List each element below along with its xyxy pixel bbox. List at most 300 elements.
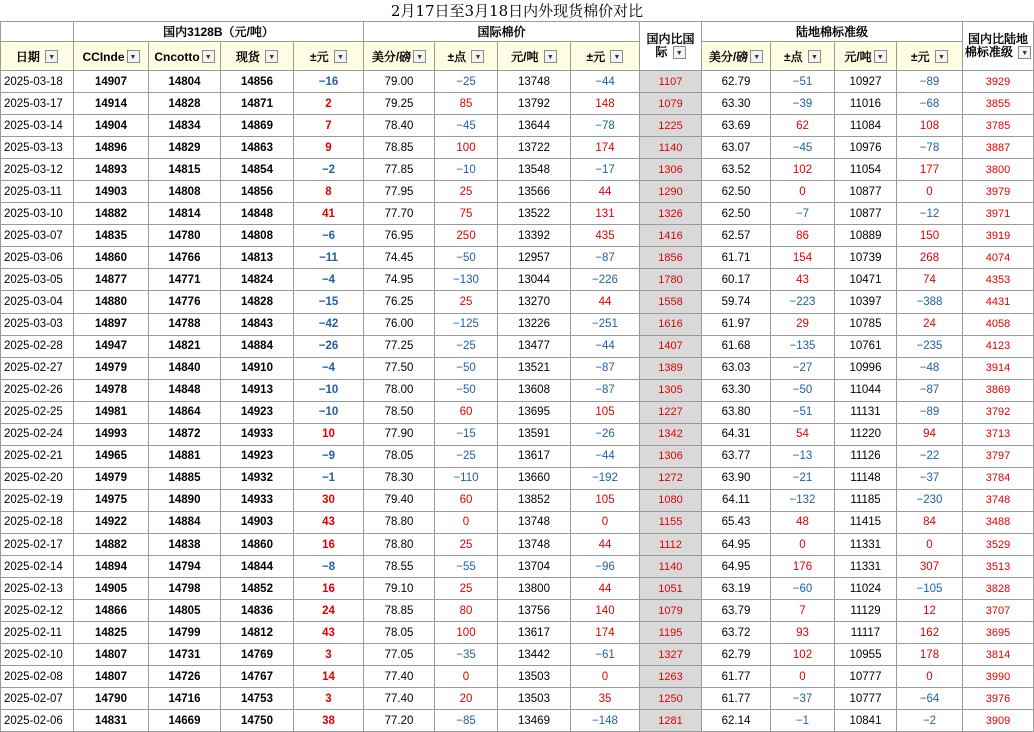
cell-intl-change[interactable]: 44 xyxy=(571,181,640,203)
cell-date[interactable]: 2025-02-13 xyxy=(1,578,74,600)
cell-compare-intl[interactable]: 1856 xyxy=(640,247,702,269)
cell-intl-cents[interactable]: 76.00 xyxy=(364,313,435,335)
cell-intl-change[interactable]: −148 xyxy=(571,710,640,732)
cell-spot-change[interactable]: 7 xyxy=(294,115,364,137)
cell-compare-land[interactable]: 3990 xyxy=(963,666,1034,688)
cell-land-points[interactable]: −60 xyxy=(771,578,835,600)
cell-compare-land[interactable]: 4074 xyxy=(963,247,1034,269)
cell-ccindex[interactable]: 14835 xyxy=(74,225,149,247)
cell-land-yuan[interactable]: 11016 xyxy=(835,93,897,115)
cell-intl-points[interactable]: −35 xyxy=(435,644,498,666)
cell-land-cents[interactable]: 64.95 xyxy=(702,533,771,555)
cell-spot[interactable]: 14869 xyxy=(221,115,294,137)
cell-spot-change[interactable]: −8 xyxy=(294,556,364,578)
cell-land-change[interactable]: −64 xyxy=(897,688,963,710)
cell-spot-change[interactable]: 38 xyxy=(294,710,364,732)
cell-intl-cents[interactable]: 77.95 xyxy=(364,181,435,203)
cell-intl-yuan[interactable]: 13469 xyxy=(498,710,571,732)
cell-intl-yuan[interactable]: 13442 xyxy=(498,644,571,666)
cell-land-yuan[interactable]: 11185 xyxy=(835,489,897,511)
cell-intl-cents[interactable]: 78.55 xyxy=(364,556,435,578)
cell-intl-cents[interactable]: 77.85 xyxy=(364,159,435,181)
cell-intl-yuan[interactable]: 13660 xyxy=(498,467,571,489)
cell-land-points[interactable]: −223 xyxy=(771,291,835,313)
cell-cncotton[interactable]: 14814 xyxy=(149,203,221,225)
cell-spot[interactable]: 14933 xyxy=(221,489,294,511)
cell-intl-change[interactable]: −192 xyxy=(571,467,640,489)
header-spot-change[interactable]: ±元 ▼ xyxy=(294,42,364,71)
cell-intl-change[interactable]: 131 xyxy=(571,203,640,225)
cell-spot-change[interactable]: 2 xyxy=(294,93,364,115)
cell-intl-points[interactable]: 25 xyxy=(435,291,498,313)
header-intl-yuan[interactable]: 元/吨 ▼ xyxy=(498,42,571,71)
cell-compare-land[interactable]: 3929 xyxy=(963,71,1034,93)
cell-spot[interactable]: 14910 xyxy=(221,357,294,379)
cell-land-points[interactable]: −27 xyxy=(771,357,835,379)
cell-compare-intl[interactable]: 1407 xyxy=(640,335,702,357)
cell-intl-points[interactable]: −25 xyxy=(435,71,498,93)
cell-intl-yuan[interactable]: 13852 xyxy=(498,489,571,511)
cell-compare-intl[interactable]: 1051 xyxy=(640,578,702,600)
header-land-points[interactable]: ±点 ▼ xyxy=(771,42,835,71)
cell-date[interactable]: 2025-03-13 xyxy=(1,137,74,159)
cell-land-cents[interactable]: 63.07 xyxy=(702,137,771,159)
cell-land-cents[interactable]: 62.57 xyxy=(702,225,771,247)
cell-spot-change[interactable]: 8 xyxy=(294,181,364,203)
cell-date[interactable]: 2025-02-12 xyxy=(1,600,74,622)
cell-ccindex[interactable]: 14877 xyxy=(74,269,149,291)
cell-ccindex[interactable]: 14807 xyxy=(74,644,149,666)
cell-intl-cents[interactable]: 77.05 xyxy=(364,644,435,666)
cell-land-yuan[interactable]: 11129 xyxy=(835,600,897,622)
cell-intl-yuan[interactable]: 13477 xyxy=(498,335,571,357)
cell-intl-points[interactable]: −110 xyxy=(435,467,498,489)
cell-land-points[interactable]: 43 xyxy=(771,269,835,291)
cell-intl-change[interactable]: 148 xyxy=(571,93,640,115)
cell-compare-land[interactable]: 3797 xyxy=(963,445,1034,467)
header-land-cents[interactable]: 美分/磅 ▼ xyxy=(702,42,771,71)
cell-land-yuan[interactable]: 10927 xyxy=(835,71,897,93)
cell-land-change[interactable]: −89 xyxy=(897,401,963,423)
cell-land-change[interactable]: −105 xyxy=(897,578,963,600)
cell-intl-points[interactable]: −50 xyxy=(435,379,498,401)
cell-intl-change[interactable]: 105 xyxy=(571,401,640,423)
cell-spot[interactable]: 14844 xyxy=(221,556,294,578)
cell-compare-intl[interactable]: 1227 xyxy=(640,401,702,423)
cell-compare-intl[interactable]: 1080 xyxy=(640,489,702,511)
cell-land-change[interactable]: −22 xyxy=(897,445,963,467)
cell-intl-cents[interactable]: 78.50 xyxy=(364,401,435,423)
cell-date[interactable]: 2025-02-27 xyxy=(1,357,74,379)
cell-land-change[interactable]: −89 xyxy=(897,71,963,93)
cell-cncotton[interactable]: 14726 xyxy=(149,666,221,688)
filter-dropdown-icon[interactable]: ▼ xyxy=(45,50,58,63)
cell-compare-land[interactable]: 3800 xyxy=(963,159,1034,181)
cell-intl-points[interactable]: 100 xyxy=(435,622,498,644)
cell-land-cents[interactable]: 62.50 xyxy=(702,181,771,203)
cell-intl-points[interactable]: −45 xyxy=(435,115,498,137)
cell-land-cents[interactable]: 63.52 xyxy=(702,159,771,181)
cell-land-points[interactable]: −50 xyxy=(771,379,835,401)
cell-date[interactable]: 2025-02-17 xyxy=(1,533,74,555)
cell-intl-points[interactable]: 250 xyxy=(435,225,498,247)
cell-land-yuan[interactable]: 11117 xyxy=(835,622,897,644)
cell-spot[interactable]: 14860 xyxy=(221,533,294,555)
cell-compare-land[interactable]: 3914 xyxy=(963,357,1034,379)
cell-ccindex[interactable]: 14914 xyxy=(74,93,149,115)
cell-intl-yuan[interactable]: 13704 xyxy=(498,556,571,578)
cell-compare-intl[interactable]: 1327 xyxy=(640,644,702,666)
cell-intl-cents[interactable]: 77.20 xyxy=(364,710,435,732)
cell-date[interactable]: 2025-02-07 xyxy=(1,688,74,710)
cell-compare-intl[interactable]: 1250 xyxy=(640,688,702,710)
cell-compare-land[interactable]: 3909 xyxy=(963,710,1034,732)
cell-compare-intl[interactable]: 1195 xyxy=(640,622,702,644)
cell-compare-intl[interactable]: 1079 xyxy=(640,600,702,622)
cell-land-cents[interactable]: 63.30 xyxy=(702,93,771,115)
cell-cncotton[interactable]: 14840 xyxy=(149,357,221,379)
filter-dropdown-icon[interactable]: ▼ xyxy=(874,50,887,63)
cell-intl-change[interactable]: 35 xyxy=(571,688,640,710)
cell-land-cents[interactable]: 63.79 xyxy=(702,600,771,622)
cell-spot[interactable]: 14913 xyxy=(221,379,294,401)
cell-land-yuan[interactable]: 10877 xyxy=(835,181,897,203)
cell-date[interactable]: 2025-02-10 xyxy=(1,644,74,666)
cell-compare-land[interactable]: 3529 xyxy=(963,533,1034,555)
cell-land-yuan[interactable]: 10761 xyxy=(835,335,897,357)
cell-land-cents[interactable]: 63.80 xyxy=(702,401,771,423)
cell-spot[interactable]: 14808 xyxy=(221,225,294,247)
cell-ccindex[interactable]: 14979 xyxy=(74,357,149,379)
cell-compare-land[interactable]: 3887 xyxy=(963,137,1034,159)
cell-land-yuan[interactable]: 10739 xyxy=(835,247,897,269)
cell-land-change[interactable]: 12 xyxy=(897,600,963,622)
cell-intl-change[interactable]: −226 xyxy=(571,269,640,291)
cell-cncotton[interactable]: 14881 xyxy=(149,445,221,467)
cell-cncotton[interactable]: 14834 xyxy=(149,115,221,137)
cell-compare-intl[interactable]: 1290 xyxy=(640,181,702,203)
cell-intl-cents[interactable]: 78.85 xyxy=(364,137,435,159)
cell-land-yuan[interactable]: 10955 xyxy=(835,644,897,666)
cell-intl-change[interactable]: 0 xyxy=(571,666,640,688)
cell-intl-yuan[interactable]: 13792 xyxy=(498,93,571,115)
cell-compare-intl[interactable]: 1616 xyxy=(640,313,702,335)
cell-intl-yuan[interactable]: 13548 xyxy=(498,159,571,181)
cell-spot-change[interactable]: −15 xyxy=(294,291,364,313)
cell-ccindex[interactable]: 14825 xyxy=(74,622,149,644)
cell-date[interactable]: 2025-03-14 xyxy=(1,115,74,137)
cell-land-yuan[interactable]: 10996 xyxy=(835,357,897,379)
cell-land-change[interactable]: 0 xyxy=(897,533,963,555)
cell-ccindex[interactable]: 14894 xyxy=(74,556,149,578)
cell-date[interactable]: 2025-02-26 xyxy=(1,379,74,401)
cell-intl-yuan[interactable]: 13503 xyxy=(498,666,571,688)
cell-intl-change[interactable]: −44 xyxy=(571,71,640,93)
cell-land-points[interactable]: −45 xyxy=(771,137,835,159)
cell-land-change[interactable]: 178 xyxy=(897,644,963,666)
cell-intl-cents[interactable]: 77.40 xyxy=(364,688,435,710)
cell-land-cents[interactable]: 61.77 xyxy=(702,688,771,710)
header-compare-intl[interactable]: 国内比国 际 ▼ xyxy=(640,22,702,71)
cell-intl-yuan[interactable]: 13522 xyxy=(498,203,571,225)
header-intl-cents[interactable]: 美分/磅 ▼ xyxy=(364,42,435,71)
cell-ccindex[interactable]: 14905 xyxy=(74,578,149,600)
cell-ccindex[interactable]: 14790 xyxy=(74,688,149,710)
cell-cncotton[interactable]: 14794 xyxy=(149,556,221,578)
header-cncotton[interactable]: Cncotto ▼ xyxy=(149,42,221,71)
cell-intl-change[interactable]: 44 xyxy=(571,578,640,600)
cell-land-points[interactable]: −7 xyxy=(771,203,835,225)
cell-land-cents[interactable]: 62.79 xyxy=(702,644,771,666)
cell-intl-points[interactable]: 20 xyxy=(435,688,498,710)
cell-land-yuan[interactable]: 10877 xyxy=(835,203,897,225)
cell-spot-change[interactable]: 9 xyxy=(294,137,364,159)
filter-dropdown-icon[interactable]: ▼ xyxy=(1018,46,1031,59)
cell-intl-yuan[interactable]: 13617 xyxy=(498,622,571,644)
cell-intl-cents[interactable]: 78.40 xyxy=(364,115,435,137)
cell-cncotton[interactable]: 14805 xyxy=(149,600,221,622)
cell-spot-change[interactable]: 43 xyxy=(294,622,364,644)
filter-dropdown-icon[interactable]: ▼ xyxy=(610,50,623,63)
cell-intl-yuan[interactable]: 13270 xyxy=(498,291,571,313)
cell-cncotton[interactable]: 14884 xyxy=(149,511,221,533)
cell-intl-cents[interactable]: 74.45 xyxy=(364,247,435,269)
cell-land-change[interactable]: −87 xyxy=(897,379,963,401)
cell-land-points[interactable]: 0 xyxy=(771,181,835,203)
cell-spot[interactable]: 14923 xyxy=(221,445,294,467)
cell-intl-cents[interactable]: 74.95 xyxy=(364,269,435,291)
cell-cncotton[interactable]: 14848 xyxy=(149,379,221,401)
cell-cncotton[interactable]: 14829 xyxy=(149,137,221,159)
cell-land-change[interactable]: 84 xyxy=(897,511,963,533)
cell-compare-intl[interactable]: 1272 xyxy=(640,467,702,489)
cell-intl-yuan[interactable]: 13748 xyxy=(498,533,571,555)
cell-cncotton[interactable]: 14864 xyxy=(149,401,221,423)
cell-spot-change[interactable]: 16 xyxy=(294,533,364,555)
filter-dropdown-icon[interactable]: ▼ xyxy=(334,50,347,63)
cell-date[interactable]: 2025-02-06 xyxy=(1,710,74,732)
cell-ccindex[interactable]: 14947 xyxy=(74,335,149,357)
cell-intl-change[interactable]: −44 xyxy=(571,335,640,357)
filter-dropdown-icon[interactable]: ▼ xyxy=(673,46,686,59)
cell-spot[interactable]: 14813 xyxy=(221,247,294,269)
cell-compare-intl[interactable]: 1305 xyxy=(640,379,702,401)
cell-ccindex[interactable]: 14979 xyxy=(74,467,149,489)
cell-land-cents[interactable]: 63.77 xyxy=(702,445,771,467)
cell-intl-points[interactable]: 25 xyxy=(435,181,498,203)
cell-ccindex[interactable]: 14993 xyxy=(74,423,149,445)
cell-land-change[interactable]: 177 xyxy=(897,159,963,181)
cell-spot-change[interactable]: 16 xyxy=(294,578,364,600)
header-compare-land[interactable]: 国内比陆地 棉标准级 ▼ xyxy=(963,22,1034,71)
cell-compare-intl[interactable]: 1140 xyxy=(640,556,702,578)
cell-cncotton[interactable]: 14776 xyxy=(149,291,221,313)
cell-intl-cents[interactable]: 78.80 xyxy=(364,533,435,555)
cell-land-change[interactable]: −12 xyxy=(897,203,963,225)
cell-intl-change[interactable]: −96 xyxy=(571,556,640,578)
cell-land-yuan[interactable]: 10777 xyxy=(835,688,897,710)
cell-land-yuan[interactable]: 10777 xyxy=(835,666,897,688)
cell-date[interactable]: 2025-02-21 xyxy=(1,445,74,467)
cell-compare-land[interactable]: 3828 xyxy=(963,578,1034,600)
cell-spot-change[interactable]: −4 xyxy=(294,357,364,379)
cell-compare-land[interactable]: 3707 xyxy=(963,600,1034,622)
cell-intl-change[interactable]: −78 xyxy=(571,115,640,137)
cell-land-change[interactable]: 0 xyxy=(897,181,963,203)
cell-land-yuan[interactable]: 11331 xyxy=(835,533,897,555)
cell-spot[interactable]: 14753 xyxy=(221,688,294,710)
cell-ccindex[interactable]: 14807 xyxy=(74,666,149,688)
cell-intl-cents[interactable]: 76.95 xyxy=(364,225,435,247)
cell-land-points[interactable]: −51 xyxy=(771,401,835,423)
cell-intl-change[interactable]: −251 xyxy=(571,313,640,335)
cell-spot-change[interactable]: −26 xyxy=(294,335,364,357)
cell-intl-points[interactable]: −50 xyxy=(435,247,498,269)
cell-land-yuan[interactable]: 11331 xyxy=(835,556,897,578)
cell-ccindex[interactable]: 14866 xyxy=(74,600,149,622)
cell-intl-yuan[interactable]: 13226 xyxy=(498,313,571,335)
cell-land-cents[interactable]: 65.43 xyxy=(702,511,771,533)
cell-spot-change[interactable]: −6 xyxy=(294,225,364,247)
header-spot[interactable]: 现货 ▼ xyxy=(221,42,294,71)
cell-intl-change[interactable]: 44 xyxy=(571,533,640,555)
cell-land-points[interactable]: 102 xyxy=(771,159,835,181)
cell-land-yuan[interactable]: 10785 xyxy=(835,313,897,335)
cell-spot[interactable]: 14836 xyxy=(221,600,294,622)
filter-dropdown-icon[interactable]: ▼ xyxy=(202,50,215,63)
cell-intl-points[interactable]: 0 xyxy=(435,666,498,688)
cell-compare-land[interactable]: 3971 xyxy=(963,203,1034,225)
cell-spot[interactable]: 14828 xyxy=(221,291,294,313)
cell-intl-change[interactable]: −87 xyxy=(571,357,640,379)
cell-intl-change[interactable]: −87 xyxy=(571,247,640,269)
cell-intl-change[interactable]: 174 xyxy=(571,137,640,159)
cell-land-points[interactable]: −1 xyxy=(771,710,835,732)
cell-compare-land[interactable]: 3855 xyxy=(963,93,1034,115)
cell-date[interactable]: 2025-02-08 xyxy=(1,666,74,688)
filter-dropdown-icon[interactable]: ▼ xyxy=(544,50,557,63)
cell-land-yuan[interactable]: 11131 xyxy=(835,401,897,423)
cell-land-points[interactable]: −39 xyxy=(771,93,835,115)
cell-land-points[interactable]: 29 xyxy=(771,313,835,335)
cell-intl-points[interactable]: 80 xyxy=(435,600,498,622)
cell-intl-yuan[interactable]: 13591 xyxy=(498,423,571,445)
cell-land-cents[interactable]: 64.31 xyxy=(702,423,771,445)
cell-compare-land[interactable]: 3869 xyxy=(963,379,1034,401)
cell-compare-intl[interactable]: 1780 xyxy=(640,269,702,291)
cell-spot[interactable]: 14848 xyxy=(221,203,294,225)
cell-intl-yuan[interactable]: 13617 xyxy=(498,445,571,467)
cell-intl-points[interactable]: 60 xyxy=(435,489,498,511)
cell-land-yuan[interactable]: 10471 xyxy=(835,269,897,291)
cell-land-change[interactable]: 108 xyxy=(897,115,963,137)
cell-land-cents[interactable]: 63.72 xyxy=(702,622,771,644)
cell-land-points[interactable]: −51 xyxy=(771,71,835,93)
cell-intl-change[interactable]: 105 xyxy=(571,489,640,511)
cell-intl-yuan[interactable]: 13748 xyxy=(498,511,571,533)
cell-intl-cents[interactable]: 78.05 xyxy=(364,622,435,644)
cell-land-cents[interactable]: 63.03 xyxy=(702,357,771,379)
cell-intl-cents[interactable]: 78.85 xyxy=(364,600,435,622)
cell-ccindex[interactable]: 14882 xyxy=(74,533,149,555)
cell-spot[interactable]: 14750 xyxy=(221,710,294,732)
cell-land-change[interactable]: 162 xyxy=(897,622,963,644)
cell-ccindex[interactable]: 14893 xyxy=(74,159,149,181)
cell-spot[interactable]: 14854 xyxy=(221,159,294,181)
cell-ccindex[interactable]: 14831 xyxy=(74,710,149,732)
cell-intl-change[interactable]: 140 xyxy=(571,600,640,622)
cell-land-cents[interactable]: 63.19 xyxy=(702,578,771,600)
cell-intl-points[interactable]: 25 xyxy=(435,533,498,555)
cell-intl-change[interactable]: 174 xyxy=(571,622,640,644)
cell-date[interactable]: 2025-03-07 xyxy=(1,225,74,247)
cell-compare-intl[interactable]: 1306 xyxy=(640,159,702,181)
cell-intl-yuan[interactable]: 13800 xyxy=(498,578,571,600)
cell-ccindex[interactable]: 14903 xyxy=(74,181,149,203)
cell-compare-land[interactable]: 3513 xyxy=(963,556,1034,578)
cell-land-points[interactable]: −132 xyxy=(771,489,835,511)
cell-spot-change[interactable]: −10 xyxy=(294,379,364,401)
filter-dropdown-icon[interactable]: ▼ xyxy=(808,50,821,63)
cell-date[interactable]: 2025-02-25 xyxy=(1,401,74,423)
cell-cncotton[interactable]: 14885 xyxy=(149,467,221,489)
cell-ccindex[interactable]: 14975 xyxy=(74,489,149,511)
cell-intl-points[interactable]: 0 xyxy=(435,511,498,533)
cell-spot-change[interactable]: 30 xyxy=(294,489,364,511)
cell-land-cents[interactable]: 61.77 xyxy=(702,666,771,688)
cell-compare-land[interactable]: 4123 xyxy=(963,335,1034,357)
cell-intl-cents[interactable]: 77.70 xyxy=(364,203,435,225)
cell-land-yuan[interactable]: 11044 xyxy=(835,379,897,401)
cell-land-points[interactable]: 54 xyxy=(771,423,835,445)
header-land-change[interactable]: ±元 ▼ xyxy=(897,42,963,71)
cell-land-cents[interactable]: 63.30 xyxy=(702,379,771,401)
cell-intl-points[interactable]: −50 xyxy=(435,357,498,379)
cell-land-yuan[interactable]: 11415 xyxy=(835,511,897,533)
cell-spot-change[interactable]: −9 xyxy=(294,445,364,467)
cell-spot[interactable]: 14923 xyxy=(221,401,294,423)
cell-date[interactable]: 2025-03-18 xyxy=(1,71,74,93)
cell-land-change[interactable]: −37 xyxy=(897,467,963,489)
header-date[interactable]: 日期 ▼ xyxy=(1,42,74,71)
cell-land-change[interactable]: −235 xyxy=(897,335,963,357)
cell-spot[interactable]: 14767 xyxy=(221,666,294,688)
cell-intl-yuan[interactable]: 13756 xyxy=(498,600,571,622)
cell-intl-points[interactable]: 60 xyxy=(435,401,498,423)
cell-land-points[interactable]: 102 xyxy=(771,644,835,666)
cell-compare-intl[interactable]: 1140 xyxy=(640,137,702,159)
cell-ccindex[interactable]: 14965 xyxy=(74,445,149,467)
cell-compare-intl[interactable]: 1389 xyxy=(640,357,702,379)
cell-spot[interactable]: 14852 xyxy=(221,578,294,600)
cell-cncotton[interactable]: 14804 xyxy=(149,71,221,93)
filter-dropdown-icon[interactable]: ▼ xyxy=(413,50,426,63)
cell-cncotton[interactable]: 14771 xyxy=(149,269,221,291)
cell-intl-change[interactable]: 44 xyxy=(571,291,640,313)
cell-land-change[interactable]: 0 xyxy=(897,666,963,688)
cell-spot[interactable]: 14812 xyxy=(221,622,294,644)
cell-spot-change[interactable]: 14 xyxy=(294,666,364,688)
cell-spot-change[interactable]: −4 xyxy=(294,269,364,291)
cell-cncotton[interactable]: 14766 xyxy=(149,247,221,269)
cell-compare-land[interactable]: 4353 xyxy=(963,269,1034,291)
cell-land-yuan[interactable]: 10397 xyxy=(835,291,897,313)
cell-land-change[interactable]: 74 xyxy=(897,269,963,291)
cell-land-points[interactable]: 48 xyxy=(771,511,835,533)
cell-intl-yuan[interactable]: 12957 xyxy=(498,247,571,269)
cell-spot[interactable]: 14933 xyxy=(221,423,294,445)
cell-compare-land[interactable]: 3713 xyxy=(963,423,1034,445)
